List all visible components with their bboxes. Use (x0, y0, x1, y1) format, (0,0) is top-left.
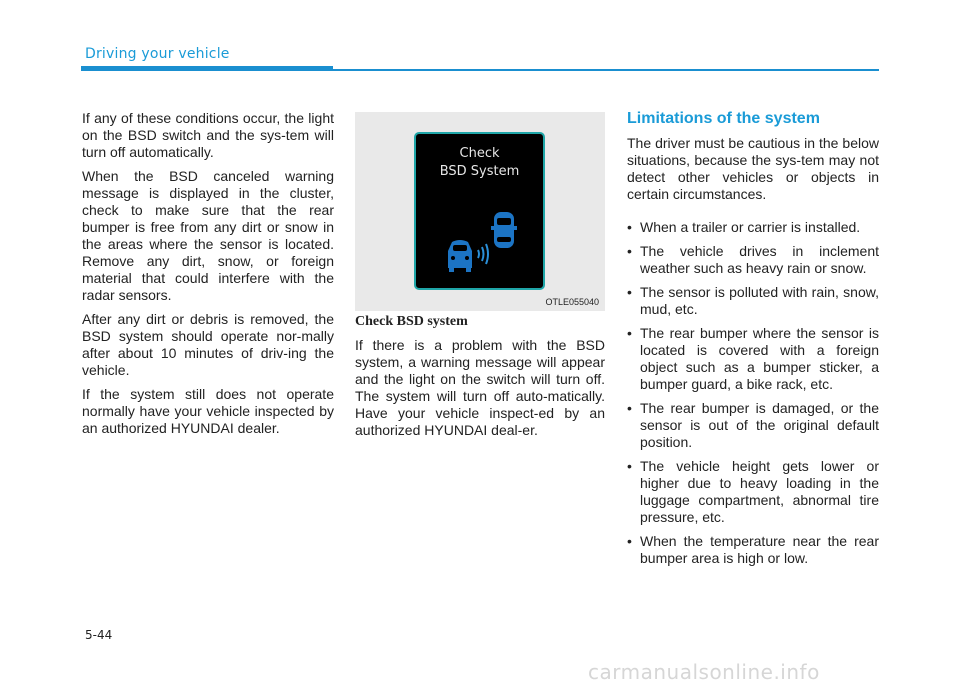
header-bar (81, 66, 333, 71)
list-item-text: The rear bumper is damaged, or the sensor is out of the original default position. (640, 400, 879, 450)
list-item (627, 533, 879, 567)
bullet-icon: • (627, 458, 632, 474)
paragraph: After any dirt or debris is removed, the BSD system should operate nor-mally after about 10 minutes of driv-ing the vehicle. (82, 311, 334, 378)
paragraph: If there is a problem with the BSD system, a warning message will appear and the light on the switch will turn off. The system will turn off auto-matically. Have your vehicle inspect-ed by an authorized HYUNDAI deal-er. (355, 337, 605, 438)
watermark[interactable]: carmanualsonline.info (588, 660, 820, 684)
paragraph: If the system still does not operate normally have your vehicle inspected by an authorized HYUNDAI dealer. (82, 386, 334, 436)
bullet-icon: • (627, 284, 632, 300)
list-item (627, 284, 879, 318)
figure-caption: Check BSD system (355, 314, 468, 329)
display-line-bsd: BSD System (439, 164, 520, 179)
list-item (627, 243, 879, 277)
radar-wave-icon (478, 244, 488, 264)
list-item (627, 400, 879, 451)
bullet-icon: • (627, 533, 632, 549)
list-item (627, 219, 879, 236)
list-item-text: The vehicle drives in inclement weather such as heavy rain or snow. (640, 243, 879, 276)
vehicle-icon (491, 212, 517, 248)
bullet-icon: • (627, 400, 632, 416)
figure-code: OTLE055040 (545, 297, 599, 307)
list-item-text: The sensor is polluted with rain, snow, mud, etc. (640, 284, 879, 317)
section-title: Driving your vehicle (85, 46, 230, 62)
list-item-text: When a trailer or carrier is installed. (640, 219, 861, 235)
list-item-text: The rear bumper where the sensor is located is covered with a foreign object such as a bumper sticker, a bumper guard, a bike rack, etc. (640, 325, 879, 392)
limitations-list (627, 219, 879, 567)
cluster-display (414, 132, 545, 290)
paragraph: If any of these conditions occur, the light on the BSD switch and the sys-tem will turn off automatically. (82, 110, 334, 160)
bullet-icon: • (627, 243, 632, 259)
list-item (627, 458, 879, 526)
section-heading: Limitations of the system (627, 110, 820, 127)
display-line-check: Check (459, 146, 500, 161)
vehicle-icon (448, 240, 472, 272)
page-number: 5-44 (85, 628, 113, 642)
list-item (627, 325, 879, 393)
intro-paragraph: The driver must be cautious in the below situations, because the sys-tem may not detect other vehicles or objects in certain circumstances. (627, 135, 879, 202)
bullet-icon: • (627, 325, 632, 341)
bullet-icon: • (627, 219, 632, 235)
list-item-text: When the temperature near the rear bumper area is high or low. (640, 533, 879, 566)
bsd-figure (355, 112, 605, 311)
column-right (627, 110, 879, 574)
bsd-scene (416, 134, 543, 288)
header-rule (333, 69, 879, 71)
paragraph: When the BSD canceled warning message is displayed in the cluster, check to make sure that the rear bumper is free from any dirt or snow in the areas where the sensor is located. Remove any dirt, snow, or foreign material that could interfere with the radar sensors. (82, 168, 334, 303)
column-middle (355, 313, 605, 446)
column-left (82, 110, 334, 444)
list-item-text: The vehicle height gets lower or higher due to heavy loading in the luggage compartment, abnormal tire pressure, etc. (640, 458, 879, 525)
